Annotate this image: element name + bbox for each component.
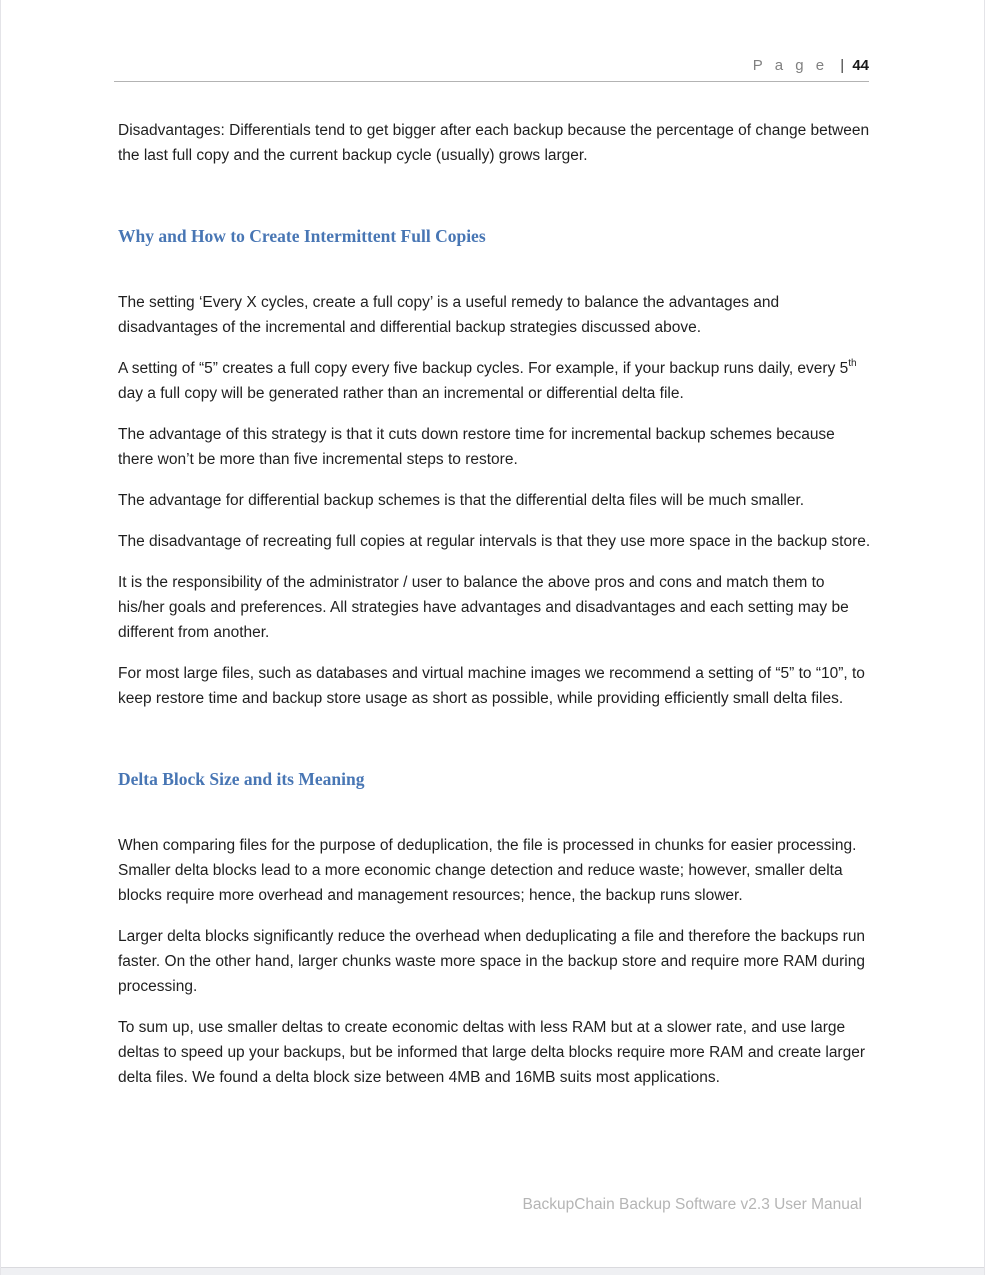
- paragraph: Larger delta blocks significantly reduce the overhead when deduplicating a file and therefore the backups run faster. On the other hand, larger chunks waste more space in the backup store and require more RAM during processing.: [118, 928, 866, 995]
- paragraph: When comparing files for the purpose of deduplication, the file is processed in chunks for easier processing. Smaller delta blocks lead to a more economic change detection and reduce waste; however, smaller delta blocks require more overhead and management resources; hence, the backup runs slower.: [118, 837, 857, 904]
- page-number-divider: |: [840, 57, 845, 74]
- paragraph: To sum up, use smaller deltas to create economic deltas with less RAM but at a slower rate, and use large deltas to speed up your backups, but be informed that large delta blocks require more RAM and create larger delta files. We found a delta block size between 4MB and 16MB suits most applications.: [118, 1019, 865, 1086]
- page-header: [753, 57, 869, 74]
- paragraph: The advantage of this strategy is that it cuts down restore time for incremental backup schemes because there won’t be more than five incremental steps to restore.: [118, 426, 835, 468]
- paragraph: The setting ‘Every X cycles, create a full copy’ is a useful remedy to balance the advantages and disadvantages of the incremental and differential backup strategies discussed above.: [118, 294, 780, 336]
- superscript: th: [848, 358, 857, 369]
- page-content: [118, 82, 871, 1090]
- footer-text: BackupChain Backup Software v2.3 User Manual: [522, 1196, 862, 1213]
- paragraph: The disadvantage of recreating full copies at regular intervals is that they use more space in the backup store.: [118, 533, 871, 550]
- paragraph-intro: Disadvantages: Differentials tend to get bigger after each backup because the percentage of change between the last full copy and the current backup cycle (usually) grows larger.: [118, 122, 870, 164]
- paragraph-text: A setting of “5” creates a full copy every five backup cycles. For example, if your backup runs daily, every 5: [118, 360, 849, 377]
- page-gap: [1, 1267, 984, 1275]
- section-heading-delta-block: Delta Block Size and its Meaning: [118, 769, 365, 789]
- paragraph: The advantage for differential backup schemes is that the differential delta files will be much smaller.: [118, 492, 805, 509]
- page-number: 44: [852, 57, 869, 74]
- paragraph-text: day a full copy will be generated rather than an incremental or differential delta file.: [118, 385, 684, 402]
- paragraph: It is the responsibility of the administrator / user to balance the above pros and cons and match them to his/her goals and preferences. All strategies have advantages and disadvantages and each setting may be different from another.: [118, 574, 849, 641]
- section-heading-full-copies: Why and How to Create Intermittent Full Copies: [118, 226, 486, 246]
- paragraph-with-superscript: [118, 356, 871, 406]
- paragraph: For most large files, such as databases and virtual machine images we recommend a setting of “5” to “10”, to keep restore time and backup store usage as short as possible, while providing efficiently small delta files.: [118, 665, 865, 707]
- page-label: P a g e: [752, 57, 829, 74]
